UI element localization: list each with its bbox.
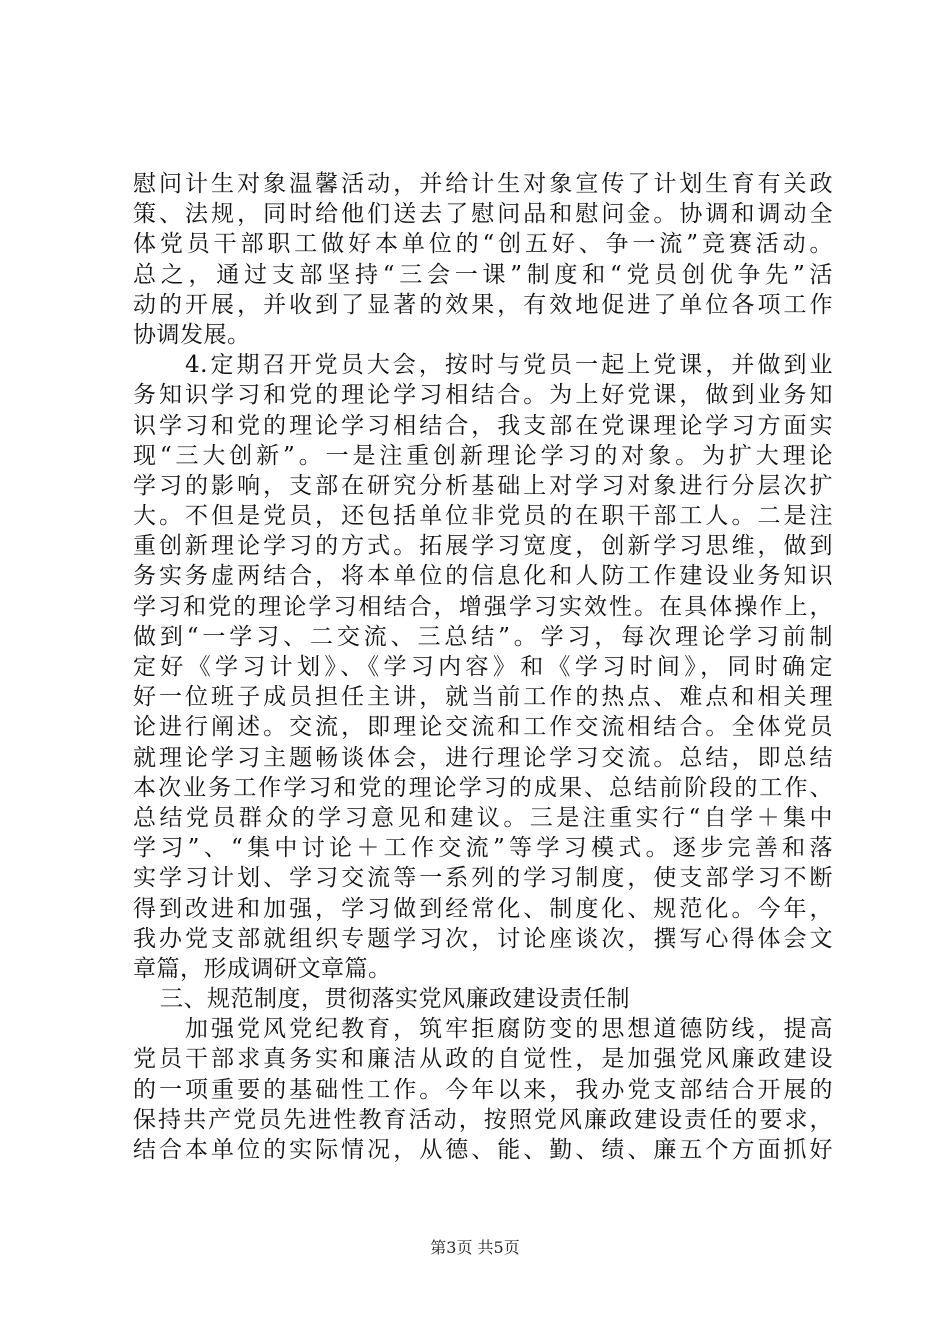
page-footer	[0, 1237, 950, 1259]
body-text	[133, 169, 833, 1165]
text-line: 论进行阐述。交流，即理论交流和工作交流相结合。全体党员	[133, 714, 833, 741]
text-line: 4.定期召开党员大会，按时与党员一起上党课，并做到业	[185, 352, 833, 379]
page-number: 第3页 共5页	[430, 1238, 520, 1257]
text-line: 体党员干部职工做好本单位的“创五好、争一流”竞赛活动。	[133, 231, 833, 258]
text-line: 现“三大创新”。一是注重创新理论学习的对象。为扩大理论	[133, 442, 833, 469]
text-line: 就理论学习主题畅谈体会，进行理论学习交流。总结，即总结	[133, 744, 833, 771]
text-line: 做到“一学习、二交流、三总结”。学习，每次理论学习前制	[133, 623, 833, 650]
text-line: 学习和党的理论学习相结合，增强学习实效性。在具体操作上，	[133, 593, 833, 620]
text-line: 得到改进和加强，学习做到经常化、制度化、规范化。今年，	[133, 895, 833, 922]
text-line: 动的开展，并收到了显著的效果，有效地促进了单位各项工作	[133, 291, 833, 318]
text-line: 总之，通过支部坚持“三会一课”制度和“党员创优争先”活	[133, 261, 833, 288]
text-line: 识学习和党的理论学习相结合，我支部在党课理论学习方面实	[133, 412, 833, 439]
text-line: 我办党支部就组织专题学习次，讨论座谈次，撰写心得体会文	[133, 925, 833, 952]
text-line: 的一项重要的基础性工作。今年以来，我办党支部结合开展的	[133, 1076, 833, 1103]
text-line: 本次业务工作学习和党的理论学习的成果、总结前阶段的工作、	[133, 774, 833, 801]
text-line: 学习”、“集中讨论＋工作交流”等学习模式。逐步完善和落	[133, 835, 833, 862]
text-line: 保持共产党员先进性教育活动，按照党风廉政建设责任的要求，	[133, 1106, 833, 1133]
text-line: 慰问计生对象温馨活动，并给计生对象宣传了计划生育有关政	[133, 171, 833, 197]
text-line: 务知识学习和党的理论学习相结合。为上好党课，做到业务知	[133, 382, 833, 409]
text-line: 总结党员群众的学习意见和建议。三是注重实行“自学＋集中	[133, 804, 833, 831]
text-line: 协调发展。	[133, 321, 251, 348]
text-line: 实学习计划、学习交流等一系列的学习制度，使支部学习不断	[133, 865, 833, 892]
text-line: 章篇，形成调研文章篇。	[133, 955, 392, 982]
text-line: 结合本单位的实际情况，从德、能、勤、绩、廉五个方面抓好	[133, 1137, 833, 1163]
text-line: 务实务虚两结合，将本单位的信息化和人防工作建设业务知识	[133, 563, 833, 590]
text-line: 加强党风党纪教育，筑牢拒腐防变的思想道德防线，提高	[185, 1016, 833, 1043]
text-line: 定好《学习计划》、《学习内容》和《学习时间》，同时确定	[133, 654, 833, 680]
text-line: 重创新理论学习的方式。拓展学习宽度，创新学习思维，做到	[133, 533, 833, 560]
text-line: 好一位班子成员担任主讲，就当前工作的热点、难点和相关理	[133, 684, 833, 711]
text-line: 学习的影响，支部在研究分析基础上对学习对象进行分层次扩	[133, 472, 833, 499]
text-line: 策、法规，同时给他们送去了慰问品和慰问金。协调和调动全	[133, 201, 833, 228]
text-line: 大。不但是党员，还包括单位非党员的在职干部工人。二是注	[133, 503, 833, 530]
section-heading: 三、规范制度，贯彻落实党风廉政建设责任制	[160, 986, 630, 1013]
text-line: 党员干部求真务实和廉洁从政的自觉性，是加强党风廉政建设	[133, 1046, 833, 1073]
